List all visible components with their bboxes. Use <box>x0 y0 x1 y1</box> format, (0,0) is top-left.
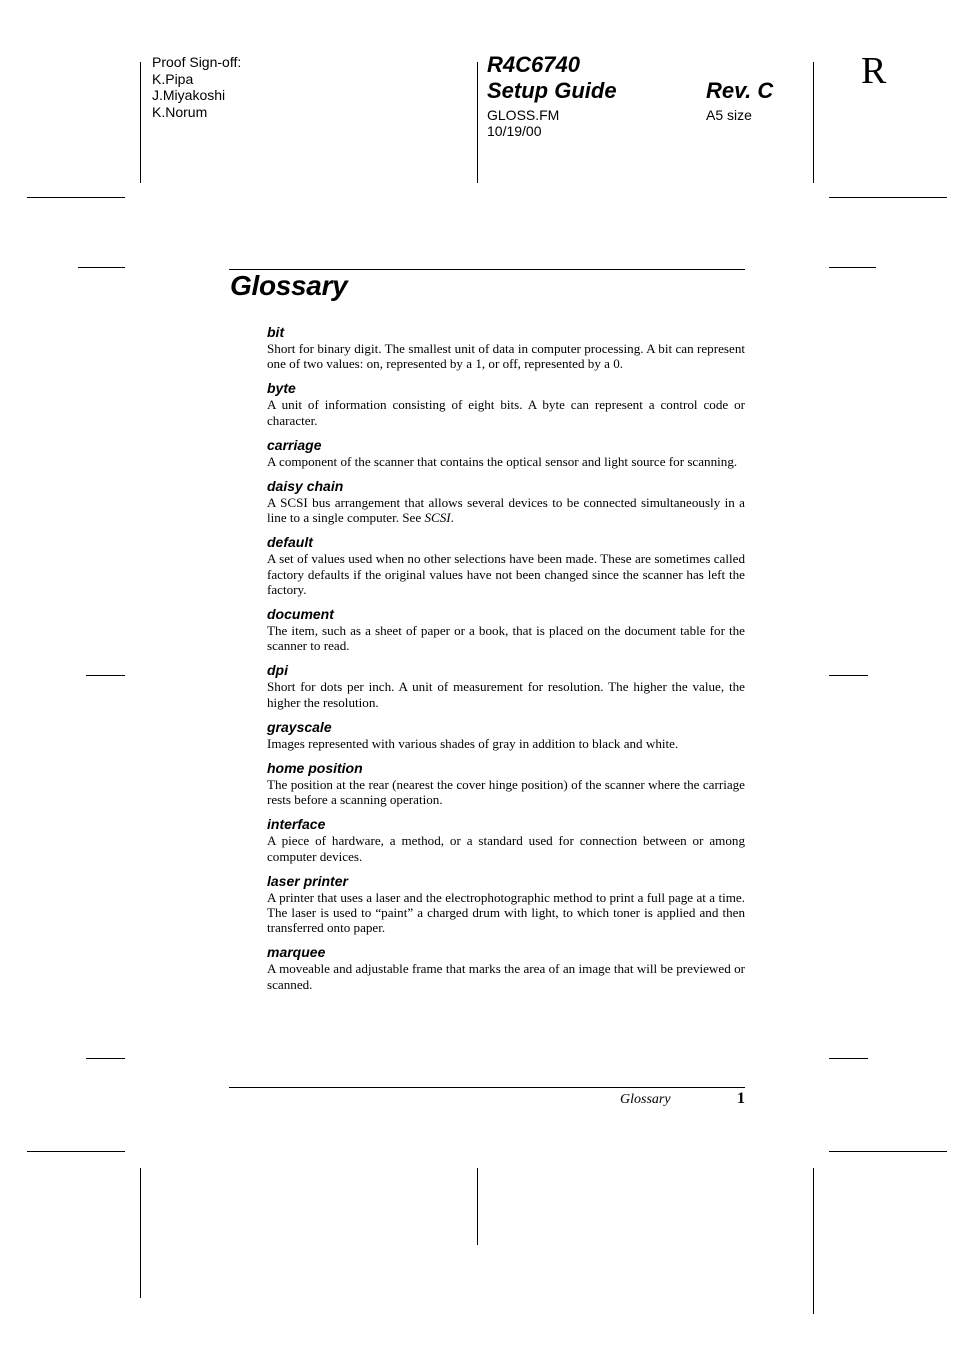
glossary-entry <box>267 662 745 709</box>
crop-mark <box>829 1058 868 1059</box>
glossary-definition: The position at the rear (nearest the cover hinge position) of the scanner where the carriage rests before a scanning operation. <box>267 777 745 808</box>
crop-mark <box>829 1151 947 1152</box>
crop-mark <box>813 1168 814 1314</box>
proof-name: J.Miyakoshi <box>152 87 226 104</box>
footer-rule <box>229 1087 745 1088</box>
glossary-definition: A printer that uses a laser and the electrophotographic method to print a full page at a time. The laser is used to “paint” a charged drum with light, to which toner is applied and then transferred onto paper. <box>267 889 745 936</box>
crop-mark <box>477 62 478 183</box>
glossary-entry <box>267 816 745 863</box>
glossary-entry <box>267 380 745 427</box>
page-title: Glossary <box>230 270 348 301</box>
glossary-definition: A unit of information consisting of eight bits. A byte can represent a control code or character. <box>267 397 745 428</box>
document-model: R4C6740 <box>487 52 580 77</box>
glossary-entry <box>267 534 745 597</box>
crop-mark <box>86 1058 125 1059</box>
document-guide-title: Setup Guide <box>487 78 617 103</box>
glossary-term: home position <box>267 760 363 777</box>
crop-mark <box>140 62 141 183</box>
glossary-definition: A piece of hardware, a method, or a standard used for connection between or among computer devices. <box>267 833 745 864</box>
glossary-entry <box>267 478 745 525</box>
definition-text: A SCSI bus arrangement that allows several devices to be connected simultaneously in a line to a single computer. See <box>267 495 745 526</box>
glossary-definition: A component of the scanner that contains the optical sensor and light source for scanning. <box>267 453 738 469</box>
crop-mark <box>86 675 125 676</box>
definition-text: . <box>450 510 454 526</box>
glossary-entry <box>267 944 745 991</box>
glossary-entry <box>267 760 745 807</box>
glossary-term: document <box>267 606 334 623</box>
glossary-definition: A set of values used when no other selections have been made. These are sometimes called factory defaults if the original values have not been changed since the scanner has left the factory. <box>267 551 745 597</box>
document-filename: GLOSS.FM <box>487 107 560 123</box>
document-page-size: A5 size <box>706 107 752 123</box>
glossary-list <box>267 324 745 1001</box>
crop-mark <box>829 197 947 198</box>
proof-name: K.Pipa <box>152 70 194 87</box>
glossary-term: marquee <box>267 944 326 961</box>
crop-mark <box>27 1151 125 1152</box>
glossary-term: bit <box>267 324 285 340</box>
glossary-term: default <box>267 534 313 551</box>
glossary-entry <box>267 606 745 653</box>
glossary-term: carriage <box>267 436 322 453</box>
glossary-entry <box>267 324 745 371</box>
crop-mark <box>813 62 814 183</box>
glossary-term: interface <box>267 816 326 833</box>
page-side-letter: R <box>861 50 887 92</box>
glossary-definition: A moveable and adjustable frame that marks the area of an image that will be previewed or scanned. <box>267 961 745 992</box>
cross-reference: SCSI <box>424 510 451 526</box>
proof-heading: Proof Sign-off: <box>152 54 242 70</box>
glossary-definition: Images represented with various shades of gray in addition to black and white. <box>267 735 679 751</box>
footer-section-title: Glossary <box>620 1092 671 1107</box>
proof-name: K.Norum <box>152 103 208 120</box>
glossary-entry <box>267 873 745 936</box>
glossary-entry <box>267 719 745 751</box>
glossary-entry <box>267 437 745 469</box>
crop-mark <box>477 1168 478 1245</box>
document-date: 10/19/00 <box>487 123 542 139</box>
glossary-term: dpi <box>267 662 288 679</box>
glossary-definition: Short for binary digit. The smallest unit of data in computer processing. A bit can represent one of two values: on, represented by a 1, or off, represented by a 0. <box>267 341 745 372</box>
crop-mark <box>829 675 868 676</box>
crop-mark <box>27 197 125 198</box>
glossary-term: byte <box>267 380 296 397</box>
glossary-term: daisy chain <box>267 478 344 495</box>
glossary-term: grayscale <box>267 718 332 735</box>
page-number: 1 <box>737 1090 745 1107</box>
crop-mark <box>829 267 876 268</box>
glossary-definition <box>267 495 745 525</box>
document-revision: Rev. C <box>706 78 774 103</box>
glossary-definition: The item, such as a sheet of paper or a book, that is placed on the document table for the scanner to read. <box>267 623 745 654</box>
crop-mark <box>78 267 125 268</box>
crop-mark <box>140 1168 141 1298</box>
glossary-term: laser printer <box>267 872 348 889</box>
proof-signoff <box>152 54 241 120</box>
glossary-definition: Short for dots per inch. A unit of measurement for resolution. The higher the value, the higher the resolution. <box>267 679 745 710</box>
